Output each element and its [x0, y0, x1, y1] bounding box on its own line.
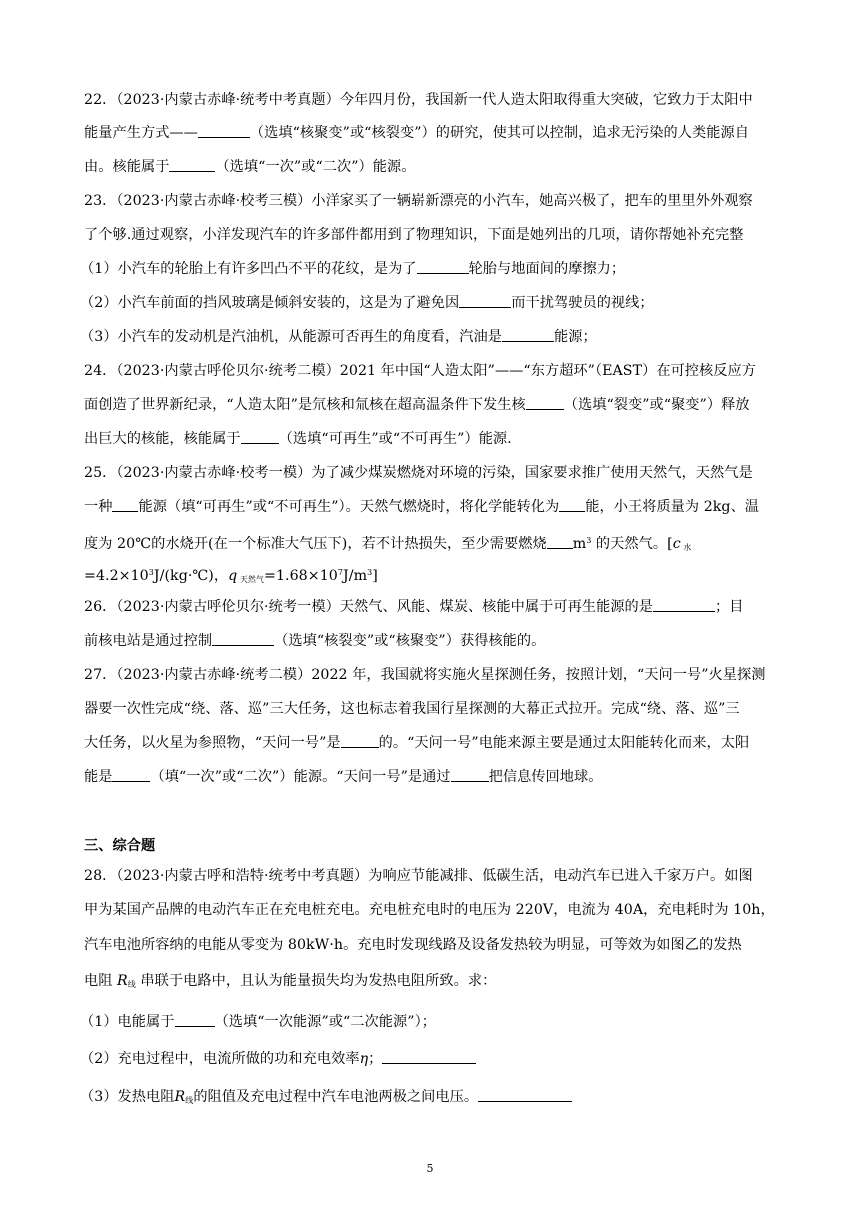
q22-line-1: 22．（2023·内蒙古赤峰·统考中考真题）今年四月份，我国新一代人造太阳取得重大突破，它致力于太阳中 [84, 92, 753, 108]
answer-blank[interactable] [459, 293, 511, 308]
q25-line-2: 一种 能源（填“可再生”或“不可再生”）。天然气燃烧时，将化学能转化为 能，小王将质量为 2kg、温 [84, 499, 760, 515]
answer-blank[interactable] [198, 123, 250, 138]
answer-blank[interactable] [212, 631, 274, 646]
answer-blank[interactable] [526, 395, 564, 410]
q24-line-3: 出巨大的核能，核能属于 （选填“可再生”或“不可再生”）能源. [84, 431, 512, 447]
q25-line-3: 度为 20℃的水烧开(在一个标准大气压下)，若不计热损失，至少需要燃烧 $m^3$ 的天然气。[c $_水$ [84, 536, 692, 552]
q27-line-2: 器要一次性完成“绕、落、巡”三大任务，这也标志着我国行星探测的大幕正式拉开。完成“绕、落、巡”三 [84, 701, 740, 717]
page-number: 5 [426, 1162, 434, 1175]
answer-blank[interactable] [451, 767, 489, 782]
answer-blank[interactable] [241, 429, 279, 444]
q28-line-1: 28．（2023·内蒙古呼和浩特·统考中考真题）为响应节能减排、低碳生活，电动汽车已进入千家万户。如图 [84, 868, 753, 884]
answer-blank[interactable] [547, 534, 573, 549]
q27-line-1: 27．（2023·内蒙古赤峰·统考二模）2022 年，我国就将实施火星探测任务，按照计划，“天问一号”火星探测 [84, 667, 766, 683]
answer-blank[interactable] [341, 733, 379, 748]
answer-blank[interactable] [112, 767, 150, 782]
q26-line-2: 前核电站是通过控制 （选填“核裂变”或“核聚变”）获得核能的。 [84, 633, 546, 649]
answer-blank[interactable] [653, 597, 715, 612]
answer-blank[interactable] [382, 1049, 476, 1064]
answer-blank[interactable] [559, 497, 585, 512]
q27-line-4: 能是 （填“一次”或“二次”）能源。“天问一号”是通过 把信息传回地球。 [84, 769, 603, 785]
q23-part-2: （2）小汽车前面的挡风玻璃是倾斜安装的，这是为了避免因 而干扰驾驶员的视线； [80, 295, 654, 311]
q23-line-1: 23．（2023·内蒙古赤峰·校考三模）小洋家买了一辆崭新漂亮的小汽车，她高兴极了，把车的里里外外观察 [84, 193, 753, 209]
q28-part-3: （3）发热电阻$R_线$的阻值及充电过程中汽车电池两极之间电压。 [80, 1087, 572, 1111]
q25-line-4: $=4.2\times 10^3J/(kg\cdot℃)$，q $_{天然气}=1.68\times 10^7J/m^3$] [84, 568, 378, 584]
q28-line-2: 甲为某国产品牌的电动汽车正在充电桩充电。充电桩充电时的电压为 220V，电流为 40A，充电耗时为 10h， [84, 902, 775, 918]
q28-part-1: （1）电能属于 （选填“一次能源”或“二次能源”）； [80, 1014, 436, 1030]
q23-part-1: （1）小汽车的轮胎上有许多凹凸不平的花纹，是为了 轮胎与地面间的摩擦力； [80, 261, 626, 277]
answer-blank[interactable] [112, 497, 138, 512]
q22-line-3: 由。核能属于 （选填“一次”或“二次”）能源。 [84, 159, 416, 175]
q23-part-3: （3）小汽车的发动机是汽油机，从能源可否再生的角度看，汽油是 能源； [80, 329, 597, 345]
q23-line-2: 了个够.通过观察，小洋发现汽车的许多部件都用到了物理知识，下面是她列出的几项，请你帮她补充完整 [84, 227, 744, 243]
q25-line-1: 25．（2023·内蒙古赤峰·校考一模）为了减少煤炭燃烧对环境的污染，国家要求推广使用天然气，天然气是 [84, 465, 753, 481]
q22-line-2: 能量产生方式—— （选填“核聚变”或“核裂变”）的研究，使其可以控制，追求无污染的人类能源自 [84, 125, 749, 141]
section-title: 三、综合题 [84, 838, 156, 854]
q27-line-3: 大任务，以火星为参照物，“天问一号”是 的。“天问一号”电能来源主要是通过太阳能转化而来，太阳 [84, 735, 750, 751]
answer-blank[interactable] [478, 1087, 572, 1102]
q24-line-2: 面创造了世界新纪录，“人造太阳”是氘核和氚核在超高温条件下发生核 （选填“裂变”或“聚变”）释放 [84, 397, 750, 413]
q24-line-1: 24．（2023·内蒙古呼伦贝尔·统考二模）2021 年中国“人造太阳”——“东方超环”（EAST）在可控核反应方 [84, 363, 756, 379]
q28-line-3: 汽车电池所容纳的电能从零变为 80kW·h。充电时发现线路及设备发热较为明显，可等效为如图乙的发热 [84, 937, 742, 953]
q28-part-2: （2）充电过程中，电流所做的功和充电效率η； [80, 1049, 476, 1069]
answer-blank[interactable] [417, 259, 469, 274]
q26-line-1: 26．（2023·内蒙古呼伦贝尔·统考一模）天然气、风能、煤炭、核能中属于可再生能源的是 ；目 [84, 599, 744, 615]
answer-blank[interactable] [169, 157, 215, 172]
answer-blank[interactable] [175, 1012, 215, 1027]
answer-blank[interactable] [502, 327, 554, 342]
q28-line-4: 电阻 $R_线$ 串联于电路中，且认为能量损失均为发热电阻所致。求： [84, 973, 497, 989]
